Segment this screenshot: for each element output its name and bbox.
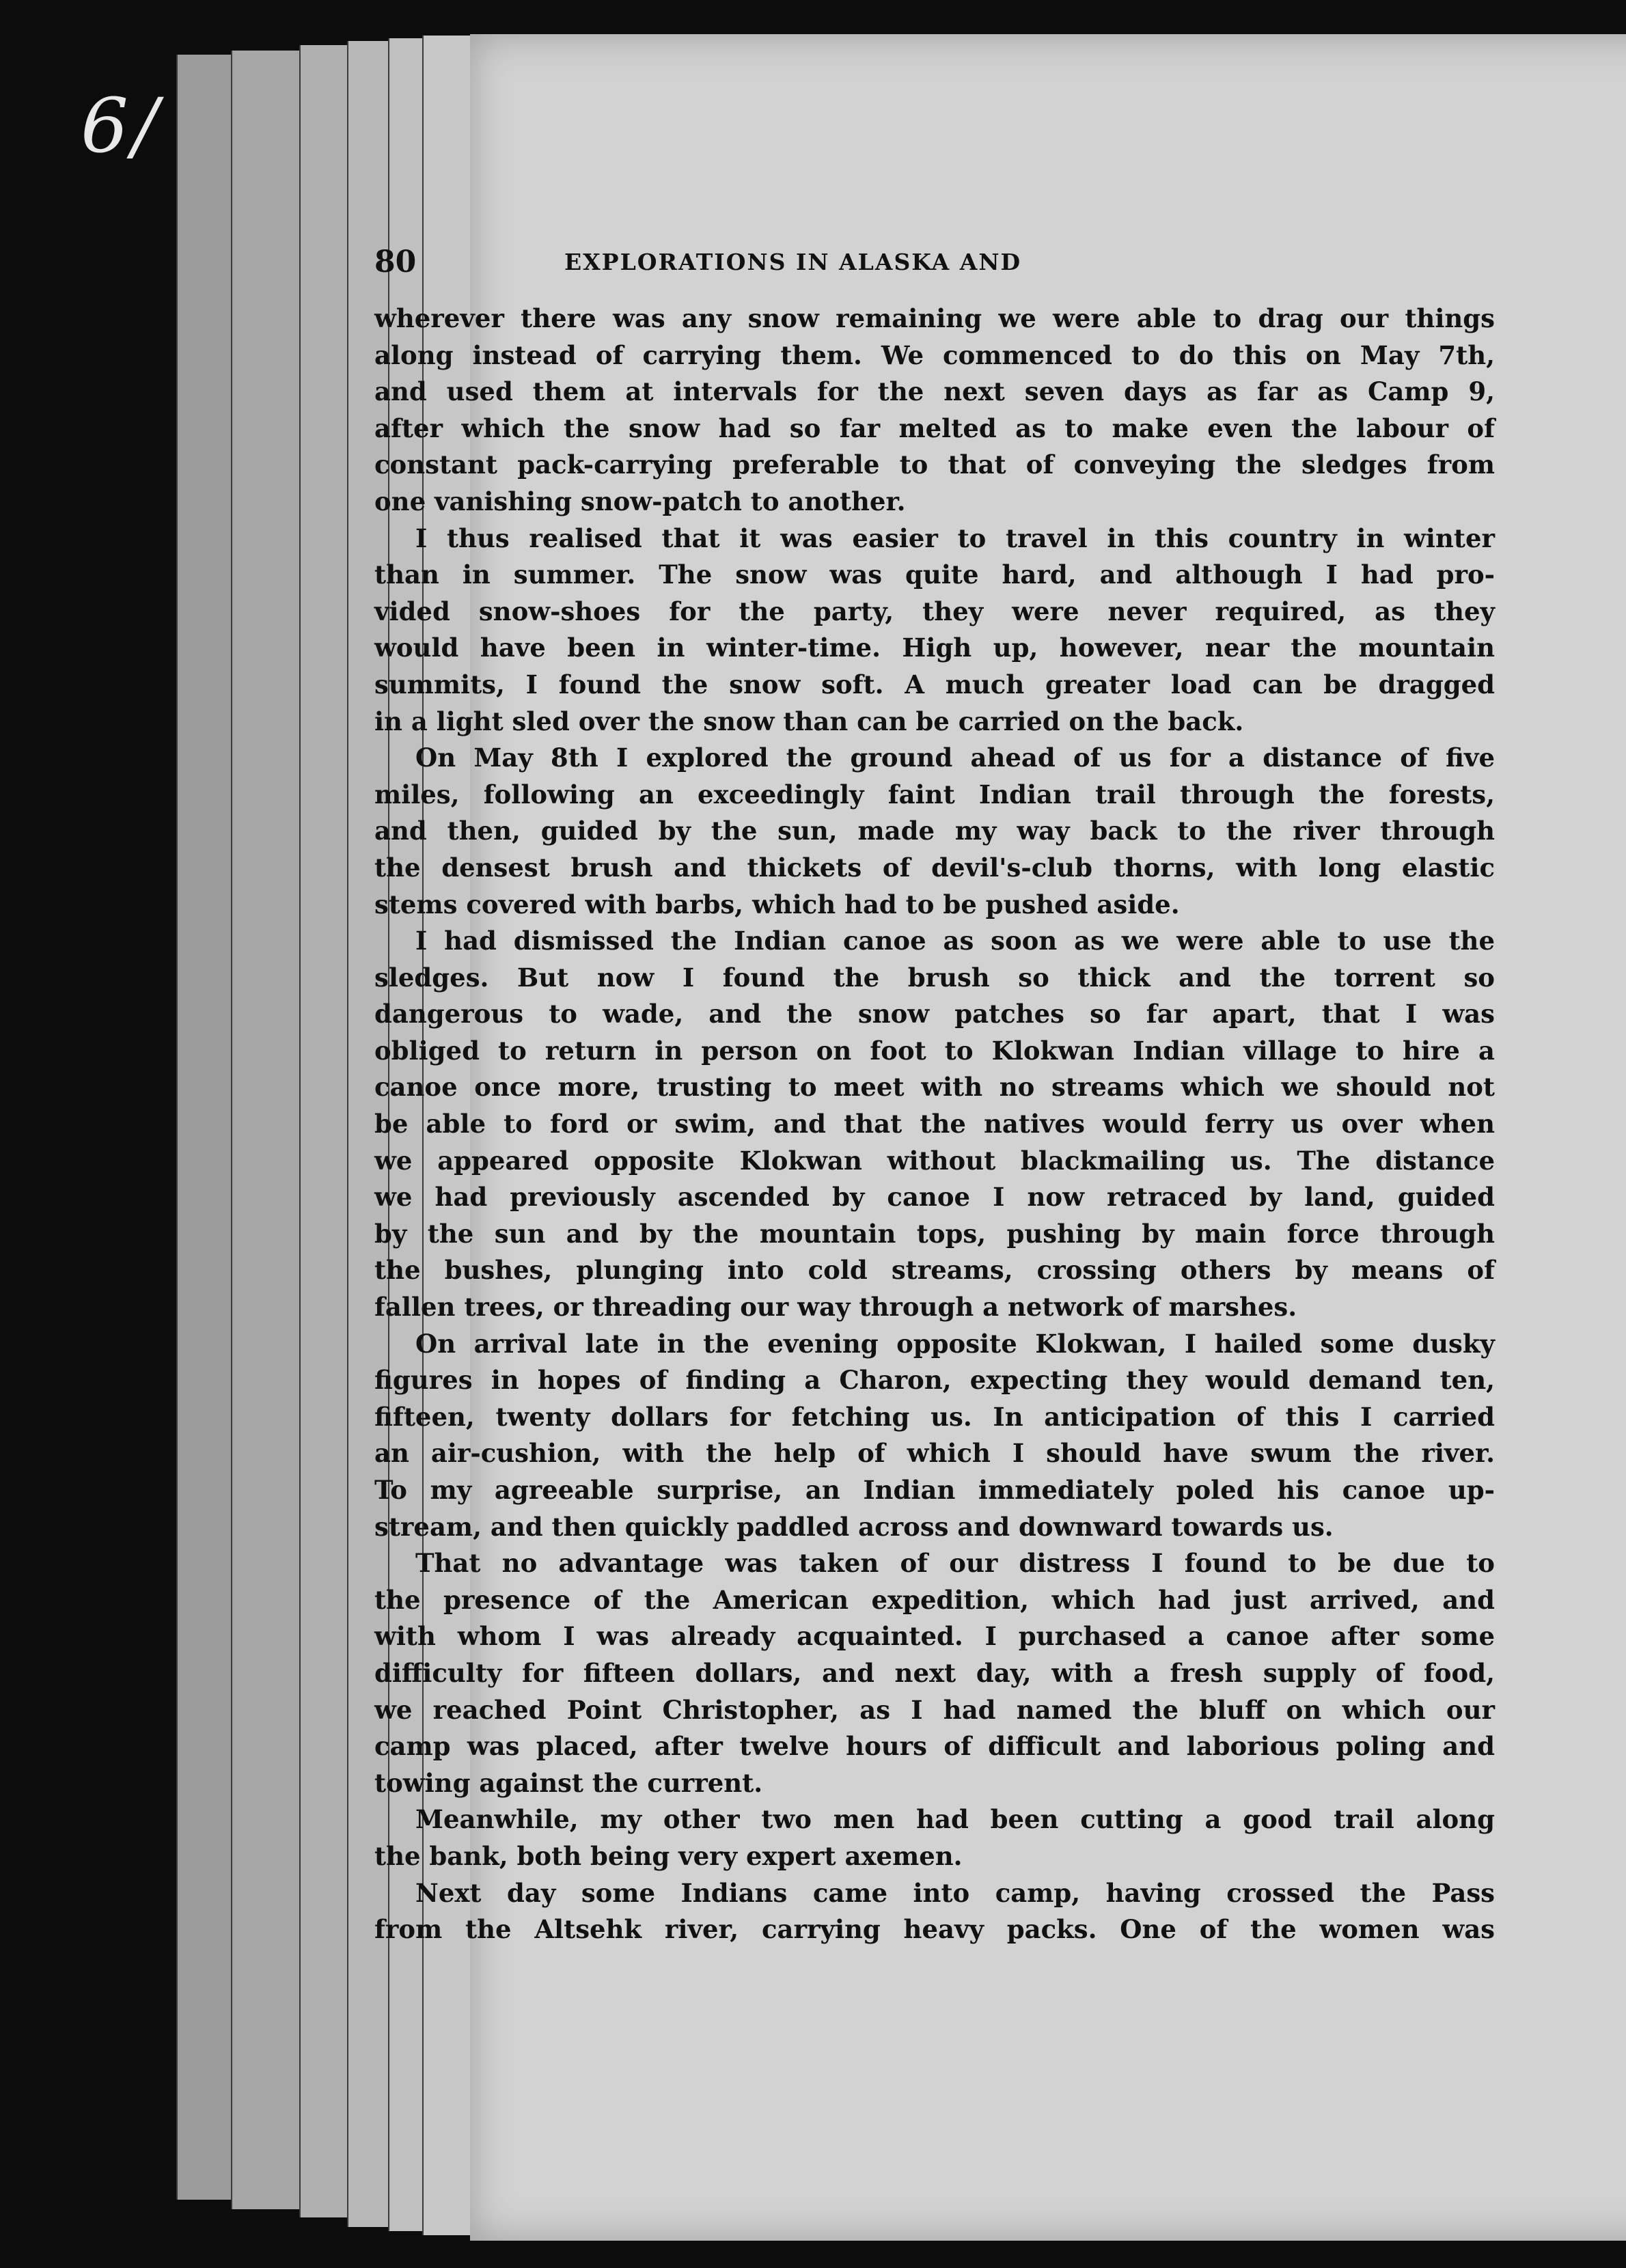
- page-header: [374, 245, 1467, 286]
- paragraph: [374, 1326, 1495, 1546]
- text-line: constant pack-carrying preferable to that of conveying the sledges from: [374, 450, 1495, 480]
- text-line: difficulty for fifteen dollars, and next day, with a fresh supply of food,: [374, 1657, 1495, 1688]
- body-text: [374, 301, 1495, 1948]
- text-line: the densest brush and thickets of devil's-club thorns, with long elastic: [374, 852, 1495, 883]
- text-line: the presence of the American expedition, which had just arrived, and: [374, 1584, 1495, 1615]
- text-line: the bushes, plunging into cold streams, crossing others by means of: [374, 1255, 1495, 1286]
- text-line: fifteen, twenty dollars for fetching us. In anticipation of this I carried: [374, 1401, 1495, 1432]
- text-line: stream, and then quickly paddled across and downward towards us.: [374, 1511, 1334, 1542]
- text-line: we had previously ascended by canoe I now retraced by land, guided: [374, 1182, 1495, 1213]
- handwritten-margin-mark: 6/: [81, 82, 163, 169]
- text-line: and then, guided by the sun, made my way back to the river through: [374, 816, 1495, 846]
- text-line: I had dismissed the Indian canoe as soon as we were able to use the: [415, 926, 1495, 956]
- paragraph: [374, 923, 1495, 1326]
- text-line: and used them at intervals for the next seven days as far as Camp 9,: [374, 376, 1495, 407]
- text-line: On May 8th I explored the ground ahead of us for a distance of five: [415, 743, 1495, 773]
- text-line: sledges. But now I found the brush so thick and the torrent so: [374, 962, 1495, 993]
- text-line: from the Altsehk river, carrying heavy packs. One of the women was: [374, 1914, 1495, 1945]
- text-line: by the sun and by the mountain tops, pushing by main force through: [374, 1218, 1495, 1249]
- text-line: after which the snow had so far melted as to make even the labour of: [374, 413, 1495, 443]
- text-line: the bank, both being very expert axemen.: [374, 1840, 963, 1871]
- text-line: we appeared opposite Klokwan without blackmailing us. The distance: [374, 1145, 1495, 1176]
- text-line: Meanwhile, my other two men had been cutting a good trail along: [415, 1804, 1495, 1835]
- paragraph: [374, 1875, 1495, 1948]
- text-line: towing against the current.: [374, 1767, 763, 1798]
- text-line: one vanishing snow-patch to another.: [374, 486, 906, 516]
- text-line: figures in hopes of finding a Charon, expecting they would demand ten,: [374, 1365, 1495, 1396]
- text-line: dangerous to wade, and the snow patches so far apart, that I was: [374, 999, 1495, 1029]
- page-number: 80: [374, 245, 417, 279]
- text-line: an air-cushion, with the help of which I should have swum the river.: [374, 1438, 1495, 1469]
- text-line: stems covered with barbs, which had to be pushed aside.: [374, 889, 1180, 919]
- text-line: would have been in winter-time. High up, however, near the mountain: [374, 633, 1495, 663]
- text-line: I thus realised that it was easier to travel in this country in winter: [415, 523, 1495, 553]
- paragraph: [374, 1545, 1495, 1801]
- paragraph: [374, 740, 1495, 923]
- text-line: canoe once more, trusting to meet with no streams which we should not: [374, 1072, 1495, 1103]
- text-line: obliged to return in person on foot to Klokwan Indian village to hire a: [374, 1035, 1495, 1066]
- page-leaf: [231, 51, 301, 2209]
- paragraph: [374, 521, 1495, 741]
- page-leaf: [299, 45, 349, 2217]
- text-line: we reached Point Christopher, as I had named the bluff on which our: [374, 1694, 1495, 1725]
- text-line: be able to ford or swim, and that the natives would ferry us over when: [374, 1109, 1495, 1139]
- text-line: summits, I found the snow soft. A much greater load can be dragged: [374, 669, 1495, 700]
- text-line: That no advantage was taken of our distress I found to be due to: [415, 1548, 1495, 1579]
- paragraph: [374, 301, 1495, 521]
- paragraph: [374, 1801, 1495, 1875]
- text-line: Next day some Indians came into camp, having crossed the Pass: [415, 1877, 1495, 1908]
- text-line: fallen trees, or threading our way through a network of marshes.: [374, 1292, 1297, 1323]
- text-line: To my agreeable surprise, an Indian immediately poled his canoe up-: [374, 1475, 1495, 1505]
- text-line: camp was placed, after twelve hours of difficult and laborious poling and: [374, 1731, 1495, 1762]
- text-line: in a light sled over the snow than can be carried on the back.: [374, 706, 1244, 736]
- text-line: miles, following an exceedingly faint Indian trail through the forests,: [374, 779, 1495, 810]
- text-line: along instead of carrying them. We commenced to do this on May 7th,: [374, 340, 1495, 370]
- text-line: wherever there was any snow remaining we were able to drag our things: [374, 303, 1495, 333]
- page-leaf: [176, 55, 233, 2200]
- text-line: with whom I was already acquainted. I purchased a canoe after some: [374, 1621, 1495, 1652]
- running-head: EXPLORATIONS IN ALASKA AND: [564, 249, 1022, 275]
- text-line: vided snow-shoes for the party, they were never required, as they: [374, 596, 1495, 626]
- text-line: than in summer. The snow was quite hard, and although I had pro-: [374, 559, 1495, 590]
- text-line: On arrival late in the evening opposite Klokwan, I hailed some dusky: [415, 1328, 1495, 1359]
